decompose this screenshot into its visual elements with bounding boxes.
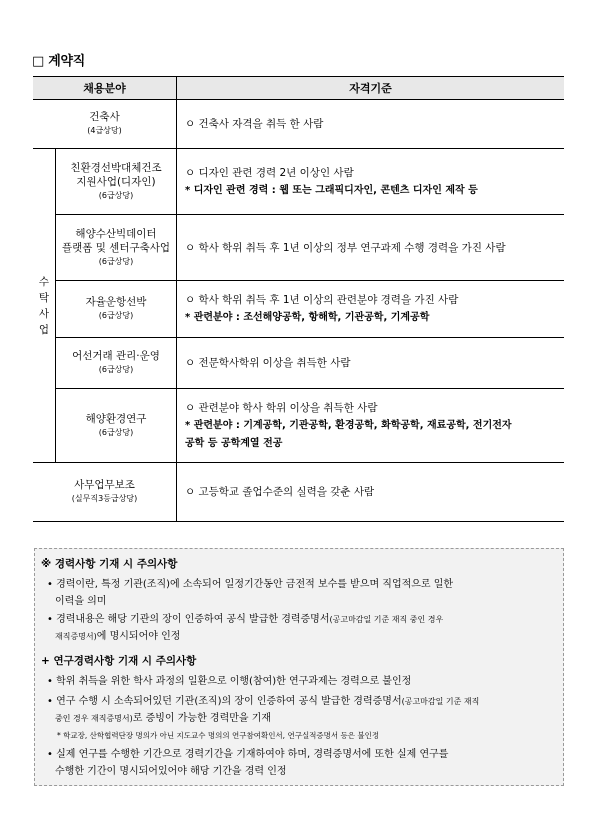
- header-field: 채용분야: [33, 77, 177, 100]
- notice-item-cont: [55, 710, 565, 727]
- criteria-note: * 관련분야 : 조선해양공학, 항해학, 기관공학, 기계공학: [185, 312, 430, 323]
- field-name: 자율운항선박: [85, 296, 147, 308]
- criteria-cell: [177, 100, 565, 149]
- field-grade: (4급상당): [87, 126, 122, 135]
- criteria-cell: [177, 149, 565, 215]
- criteria-text: ㅇ 고등학교 졸업수준의 실력을 갖춘 사람: [185, 486, 375, 498]
- table-row: [33, 338, 564, 389]
- criteria-text: ㅇ 관련분야 학사 학위 이상을 취득한 사람: [185, 401, 378, 414]
- criteria-note: * 디자인 관련 경력 : 웹 또는 그래픽디자인, 콘텐츠 디자인 제작 등: [185, 184, 478, 196]
- group-label-cell: [33, 149, 56, 463]
- notice-item: [47, 693, 557, 710]
- notice-item: • 학위 취득을 위한 학사 과정의 일환으로 이행(참여)한 연구과제는 경력으로 불인정: [47, 676, 412, 687]
- field-grade: (실무직3등급상당): [71, 494, 138, 503]
- field-cell: [33, 100, 177, 149]
- field-name: 친환경선박대체건조 지원사업(디자인): [70, 161, 162, 188]
- criteria-text: ㅇ 전문학사학위 이상을 취득한 사람: [185, 357, 351, 369]
- notice-box: [34, 548, 564, 786]
- section-title: □ 계약직: [32, 54, 85, 69]
- table-row: [33, 215, 564, 281]
- table-row: [33, 100, 564, 149]
- notice-small-text: (공고마감일 기준 재직 중인 경우: [329, 615, 444, 624]
- table-header-row: [33, 77, 564, 100]
- table-row: [33, 463, 564, 522]
- table-row: [33, 389, 564, 463]
- notice-text: 로 증빙이 가능한 경력만을 기재: [132, 713, 272, 724]
- field-grade: (6급상당): [98, 190, 134, 200]
- table-row: [33, 149, 564, 215]
- criteria-cell: [177, 463, 565, 522]
- notice-text: 에 명시되어야 인정: [96, 631, 181, 642]
- notice-heading-research: + 연구경력사항 기재 시 주의사항: [41, 655, 197, 667]
- criteria-text: ㅇ 학사 학위 취득 후 1년 이상의 정부 연구과제 수행 경력을 가진 사람: [185, 241, 506, 254]
- field-cell: [56, 389, 177, 463]
- notice-item-cont: 이력을 의미: [55, 596, 107, 607]
- criteria-cell: [177, 215, 565, 281]
- notice-item: • 실제 연구를 수행한 기간으로 경력기간을 기재하여야 하며, 경력증명서에 또한 실제 연구를: [47, 749, 449, 760]
- notice-small-text: 재직증명서): [55, 632, 97, 641]
- header-criteria: 자격기준: [177, 77, 565, 100]
- notice-heading-career: ※ 경력사항 기재 시 주의사항: [41, 558, 178, 570]
- field-name: 해양환경연구: [85, 412, 147, 425]
- notice-text: • 경력내용은 해당 기관의 장이 인증하여 공식 발급한 경력증명서: [47, 614, 330, 625]
- criteria-text: ㅇ 건축사 자격을 취득 한 사람: [185, 118, 324, 130]
- field-grade: (6급상당): [98, 365, 134, 374]
- notice-item: • 경력이란, 특정 기관(조직)에 소속되어 일정기간동안 금전적 보수를 받으며 직업적으로 일한: [47, 579, 454, 590]
- field-name: 어선거래 관리·운영: [72, 350, 160, 362]
- notice-small-text: 중인 경우 재직증명서): [55, 714, 133, 723]
- criteria-cell: [177, 281, 565, 338]
- criteria-text: ㅇ 학사 학위 취득 후 1년 이상의 관련분야 경력을 가진 사람: [185, 294, 459, 306]
- notice-item: [47, 611, 557, 628]
- field-cell: [56, 338, 177, 389]
- notice-text: • 연구 수행 시 소속되어있던 기관(조직)의 장이 인증하여 공식 발급한 경력증명서: [47, 696, 402, 707]
- field-name: 해양수산빅데이터 플랫폼 및 센터구축사업: [61, 227, 171, 254]
- group-label: 수 탁 사 업: [38, 275, 50, 336]
- criteria-note: * 관련분야 : 기계공학, 기관공학, 환경공학, 화학공학, 재료공학, 전기전자 공학 등 공학계열 전공: [185, 419, 512, 449]
- field-name: 사무업무보조: [74, 479, 135, 491]
- field-cell: [56, 215, 177, 281]
- field-grade: (6급상당): [98, 311, 134, 320]
- notice-item-cont: 수행한 기간이 명시되어있어야 해당 기간을 경력 인정: [55, 766, 287, 777]
- field-cell: [33, 463, 177, 522]
- criteria-cell: [177, 338, 565, 389]
- criteria-cell: [177, 389, 565, 463]
- notice-small-text: (공고마감일 기준 재직: [401, 697, 480, 706]
- notice-item-cont: [55, 628, 565, 645]
- notice-tiny-note: * 학교장, 산학협력단장 명의가 아닌 지도교수 명의의 연구참여확인서, 연구실적증명서 등은 불인정: [57, 731, 380, 740]
- field-cell: [56, 281, 177, 338]
- criteria-text: ㅇ 디자인 관련 경력 2년 이상인 사람: [185, 166, 354, 179]
- field-grade: (6급상당): [98, 256, 134, 266]
- recruitment-table: [33, 76, 564, 522]
- field-cell: [56, 149, 177, 215]
- table-row: [33, 281, 564, 338]
- field-name: 건축사: [89, 111, 120, 123]
- field-grade: (6급상당): [98, 427, 134, 437]
